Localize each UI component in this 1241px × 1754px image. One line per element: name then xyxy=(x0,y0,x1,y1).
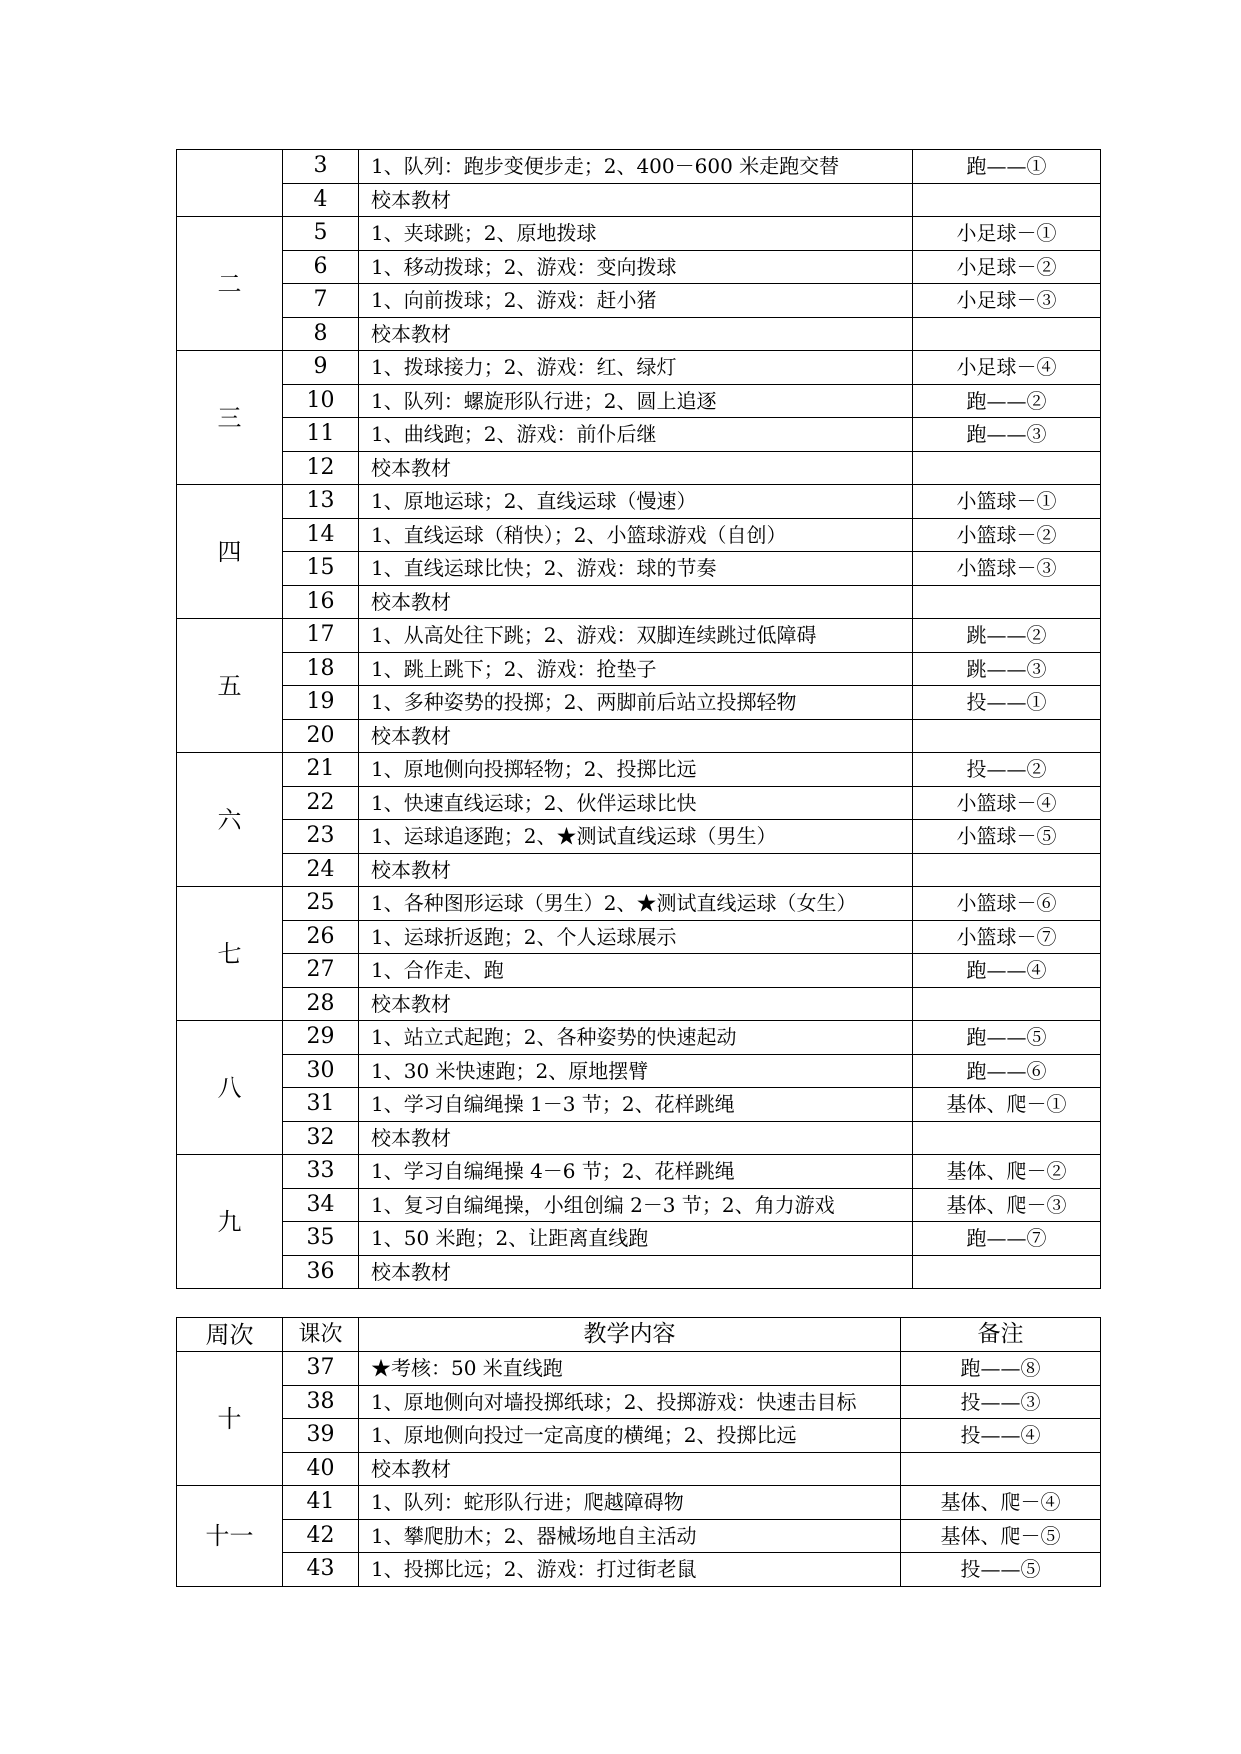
content-cell: 1、队列：蛇形队行进；爬越障碍物 xyxy=(359,1486,901,1520)
lesson-number-cell: 9 xyxy=(283,351,359,385)
lesson-number-cell: 16 xyxy=(283,585,359,619)
lesson-number-cell: 36 xyxy=(283,1255,359,1289)
table-row xyxy=(177,954,1101,988)
table-body xyxy=(177,150,1101,1289)
lesson-number-cell: 33 xyxy=(283,1155,359,1189)
week-cell: 六 xyxy=(177,753,283,887)
week-cell: 四 xyxy=(177,485,283,619)
lesson-number-cell: 35 xyxy=(283,1222,359,1256)
content-cell: 校本教材 xyxy=(359,1452,901,1486)
schedule-table-continued xyxy=(176,149,1101,1289)
content-cell: 校本教材 xyxy=(359,853,913,887)
note-cell: 小篮球－① xyxy=(913,485,1101,519)
lesson-number-cell: 8 xyxy=(283,317,359,351)
content-cell: 1、投掷比远；2、游戏：打过街老鼠 xyxy=(359,1553,901,1587)
table-row xyxy=(177,250,1101,284)
lesson-number-cell: 23 xyxy=(283,820,359,854)
note-cell: 跑——④ xyxy=(913,954,1101,988)
note-cell: 跳——② xyxy=(913,619,1101,653)
lesson-number-cell: 26 xyxy=(283,920,359,954)
lesson-number-cell: 3 xyxy=(283,150,359,184)
week-cell: 十 xyxy=(177,1352,283,1486)
note-cell: 小篮球－④ xyxy=(913,786,1101,820)
note-cell: 小篮球－② xyxy=(913,518,1101,552)
header-lesson-number: 课次 xyxy=(283,1318,359,1352)
lesson-number-cell: 40 xyxy=(283,1452,359,1486)
content-cell: 1、直线运球（稍快）；2、小篮球游戏（自创） xyxy=(359,518,913,552)
note-cell: 跑——⑦ xyxy=(913,1222,1101,1256)
note-cell: 小篮球－⑥ xyxy=(913,887,1101,921)
table-row xyxy=(177,183,1101,217)
content-cell: 1、曲线跑；2、游戏：前仆后继 xyxy=(359,418,913,452)
lesson-number-cell: 34 xyxy=(283,1188,359,1222)
table-row xyxy=(177,418,1101,452)
header-row xyxy=(177,1318,1101,1352)
schedule-table xyxy=(176,1317,1101,1587)
content-cell: 1、运球追逐跑；2、★测试直线运球（男生） xyxy=(359,820,913,854)
table-row xyxy=(177,1054,1101,1088)
lesson-number-cell: 24 xyxy=(283,853,359,887)
table-row xyxy=(177,619,1101,653)
note-cell xyxy=(913,853,1101,887)
table-row xyxy=(177,1021,1101,1055)
note-cell xyxy=(913,719,1101,753)
content-cell: 1、复习自编绳操，小组创编 2－3 节；2、角力游戏 xyxy=(359,1188,913,1222)
note-cell: 小篮球－⑤ xyxy=(913,820,1101,854)
table-row xyxy=(177,1352,1101,1386)
table-body xyxy=(177,1352,1101,1587)
content-cell: 校本教材 xyxy=(359,317,913,351)
table-row xyxy=(177,753,1101,787)
table-row xyxy=(177,1155,1101,1189)
note-cell: 小足球－② xyxy=(913,250,1101,284)
content-cell: 1、合作走、跑 xyxy=(359,954,913,988)
week-cell: 二 xyxy=(177,217,283,351)
table-row xyxy=(177,1553,1101,1587)
lesson-number-cell: 22 xyxy=(283,786,359,820)
table-row xyxy=(177,317,1101,351)
content-cell: 1、学习自编绳操 4－6 节；2、花样跳绳 xyxy=(359,1155,913,1189)
table-row xyxy=(177,1222,1101,1256)
note-cell: 基体、爬－③ xyxy=(913,1188,1101,1222)
week-cell: 七 xyxy=(177,887,283,1021)
content-cell: 1、站立式起跑；2、各种姿势的快速起动 xyxy=(359,1021,913,1055)
note-cell: 跑——⑤ xyxy=(913,1021,1101,1055)
note-cell: 跑——③ xyxy=(913,418,1101,452)
lesson-number-cell: 10 xyxy=(283,384,359,418)
content-cell: 1、学习自编绳操 1－3 节；2、花样跳绳 xyxy=(359,1088,913,1122)
lesson-number-cell: 14 xyxy=(283,518,359,552)
table-row xyxy=(177,887,1101,921)
content-cell: 1、队列：螺旋形队行进；2、圆上追逐 xyxy=(359,384,913,418)
lesson-number-cell: 20 xyxy=(283,719,359,753)
content-cell: 1、拨球接力；2、游戏：红、绿灯 xyxy=(359,351,913,385)
note-cell xyxy=(913,183,1101,217)
table-row xyxy=(177,987,1101,1021)
note-cell: 投——① xyxy=(913,686,1101,720)
week-cell xyxy=(177,150,283,217)
table-row xyxy=(177,1519,1101,1553)
week-cell: 三 xyxy=(177,351,283,485)
lesson-number-cell: 12 xyxy=(283,451,359,485)
table-row xyxy=(177,451,1101,485)
content-cell: 1、队列：跑步变便步走；2、400－600 米走跑交替 xyxy=(359,150,913,184)
content-cell: 1、各种图形运球（男生）2、★测试直线运球（女生） xyxy=(359,887,913,921)
table-row xyxy=(177,552,1101,586)
lesson-number-cell: 28 xyxy=(283,987,359,1021)
content-cell: 校本教材 xyxy=(359,987,913,1021)
content-cell: 1、原地侧向对墙投掷纸球；2、投掷游戏：快速击目标 xyxy=(359,1385,901,1419)
content-cell: 校本教材 xyxy=(359,585,913,619)
content-cell: 1、直线运球比快；2、游戏：球的节奏 xyxy=(359,552,913,586)
content-cell: ★考核：50 米直线跑 xyxy=(359,1352,901,1386)
lesson-number-cell: 43 xyxy=(283,1553,359,1587)
note-cell xyxy=(913,1121,1101,1155)
table-row xyxy=(177,652,1101,686)
lesson-number-cell: 5 xyxy=(283,217,359,251)
week-cell: 八 xyxy=(177,1021,283,1155)
note-cell: 小足球－③ xyxy=(913,284,1101,318)
table-row xyxy=(177,1188,1101,1222)
note-cell xyxy=(913,1255,1101,1289)
note-cell: 投——③ xyxy=(901,1385,1101,1419)
lesson-number-cell: 42 xyxy=(283,1519,359,1553)
lesson-number-cell: 37 xyxy=(283,1352,359,1386)
content-cell: 1、50 米跑；2、让距离直线跑 xyxy=(359,1222,913,1256)
lesson-number-cell: 7 xyxy=(283,284,359,318)
note-cell: 投——⑤ xyxy=(901,1553,1101,1587)
table-row xyxy=(177,485,1101,519)
table-row xyxy=(177,217,1101,251)
note-cell: 小篮球－⑦ xyxy=(913,920,1101,954)
lesson-number-cell: 32 xyxy=(283,1121,359,1155)
table-row xyxy=(177,1088,1101,1122)
content-cell: 1、原地侧向投掷轻物；2、投掷比远 xyxy=(359,753,913,787)
content-cell: 校本教材 xyxy=(359,719,913,753)
table-row xyxy=(177,1121,1101,1155)
note-cell xyxy=(913,317,1101,351)
table-row xyxy=(177,1419,1101,1453)
note-cell: 跑——② xyxy=(913,384,1101,418)
header-week: 周次 xyxy=(177,1318,283,1352)
note-cell: 投——② xyxy=(913,753,1101,787)
content-cell: 1、攀爬肋木；2、器械场地自主活动 xyxy=(359,1519,901,1553)
content-cell: 校本教材 xyxy=(359,1121,913,1155)
table-row xyxy=(177,1486,1101,1520)
table-row xyxy=(177,1452,1101,1486)
table-row xyxy=(177,686,1101,720)
content-cell: 校本教材 xyxy=(359,1255,913,1289)
table-row xyxy=(177,786,1101,820)
lesson-number-cell: 41 xyxy=(283,1486,359,1520)
lesson-number-cell: 21 xyxy=(283,753,359,787)
note-cell: 基体、爬－① xyxy=(913,1088,1101,1122)
content-cell: 1、多种姿势的投掷；2、两脚前后站立投掷轻物 xyxy=(359,686,913,720)
table-row xyxy=(177,853,1101,887)
content-cell: 1、从高处往下跳；2、游戏：双脚连续跳过低障碍 xyxy=(359,619,913,653)
lesson-number-cell: 39 xyxy=(283,1419,359,1453)
note-cell: 小足球－④ xyxy=(913,351,1101,385)
lesson-number-cell: 17 xyxy=(283,619,359,653)
note-cell: 投——④ xyxy=(901,1419,1101,1453)
table-row xyxy=(177,1255,1101,1289)
table-row xyxy=(177,284,1101,318)
lesson-number-cell: 6 xyxy=(283,250,359,284)
header-content: 教学内容 xyxy=(359,1318,901,1352)
lesson-number-cell: 15 xyxy=(283,552,359,586)
lesson-number-cell: 11 xyxy=(283,418,359,452)
table-row xyxy=(177,1385,1101,1419)
note-cell xyxy=(913,451,1101,485)
table-header xyxy=(177,1318,1101,1352)
table-row xyxy=(177,820,1101,854)
content-cell: 1、快速直线运球；2、伙伴运球比快 xyxy=(359,786,913,820)
note-cell: 跳——③ xyxy=(913,652,1101,686)
lesson-number-cell: 31 xyxy=(283,1088,359,1122)
header-note: 备注 xyxy=(901,1318,1101,1352)
week-cell: 五 xyxy=(177,619,283,753)
content-cell: 1、30 米快速跑；2、原地摆臂 xyxy=(359,1054,913,1088)
week-cell: 十一 xyxy=(177,1486,283,1587)
note-cell: 跑——⑧ xyxy=(901,1352,1101,1386)
content-cell: 1、跳上跳下；2、游戏：抢垫子 xyxy=(359,652,913,686)
content-cell: 校本教材 xyxy=(359,183,913,217)
table-row xyxy=(177,384,1101,418)
note-cell xyxy=(901,1452,1101,1486)
note-cell: 跑——① xyxy=(913,150,1101,184)
content-cell: 1、向前拨球；2、游戏：赶小猪 xyxy=(359,284,913,318)
note-cell: 跑——⑥ xyxy=(913,1054,1101,1088)
note-cell: 基体、爬－② xyxy=(913,1155,1101,1189)
table-row xyxy=(177,585,1101,619)
table-row xyxy=(177,351,1101,385)
lesson-number-cell: 29 xyxy=(283,1021,359,1055)
content-cell: 1、原地侧向投过一定高度的横绳；2、投掷比远 xyxy=(359,1419,901,1453)
lesson-number-cell: 30 xyxy=(283,1054,359,1088)
table-row xyxy=(177,150,1101,184)
note-cell xyxy=(913,585,1101,619)
note-cell: 基体、爬－⑤ xyxy=(901,1519,1101,1553)
lesson-number-cell: 13 xyxy=(283,485,359,519)
lesson-number-cell: 25 xyxy=(283,887,359,921)
table-row xyxy=(177,518,1101,552)
lesson-number-cell: 4 xyxy=(283,183,359,217)
note-cell: 小篮球－③ xyxy=(913,552,1101,586)
content-cell: 1、原地运球；2、直线运球（慢速） xyxy=(359,485,913,519)
content-cell: 1、移动拨球；2、游戏：变向拨球 xyxy=(359,250,913,284)
note-cell xyxy=(913,987,1101,1021)
lesson-number-cell: 18 xyxy=(283,652,359,686)
lesson-number-cell: 19 xyxy=(283,686,359,720)
table-row xyxy=(177,719,1101,753)
week-cell: 九 xyxy=(177,1155,283,1289)
lesson-number-cell: 38 xyxy=(283,1385,359,1419)
note-cell: 小足球－① xyxy=(913,217,1101,251)
lesson-number-cell: 27 xyxy=(283,954,359,988)
content-cell: 1、运球折返跑；2、个人运球展示 xyxy=(359,920,913,954)
note-cell: 基体、爬－④ xyxy=(901,1486,1101,1520)
table-row xyxy=(177,920,1101,954)
content-cell: 校本教材 xyxy=(359,451,913,485)
content-cell: 1、夹球跳；2、原地拨球 xyxy=(359,217,913,251)
